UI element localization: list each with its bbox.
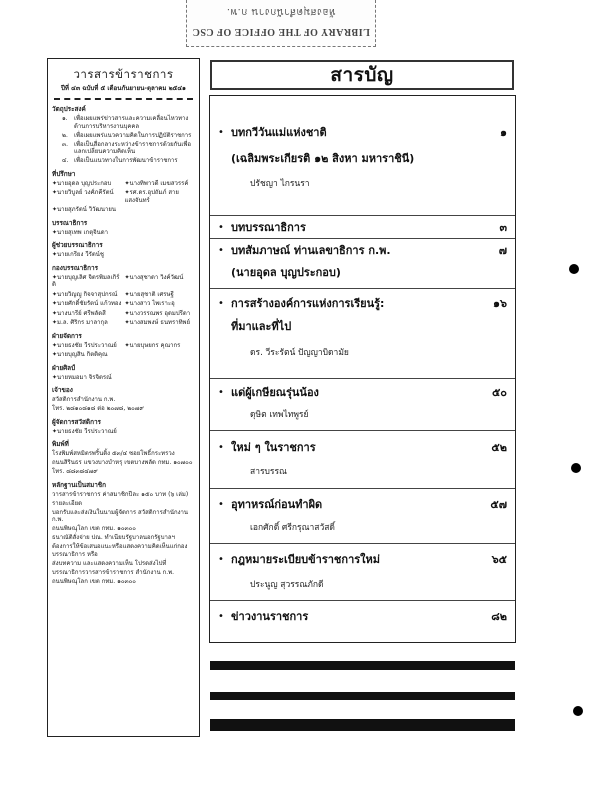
entry-title: แด่ผู้เกษียณรุ่นน้อง — [231, 386, 319, 399]
bullet-icon: • — [218, 387, 224, 398]
decorative-bar — [210, 661, 515, 670]
board-member: ✦ นางนารีย์ ศรีพลัดสี — [52, 310, 123, 318]
art-name: ✦ นายหมอมา จิรจิตรณ์ — [52, 374, 195, 382]
toc-entry[interactable] — [210, 379, 515, 431]
membership-line: ส่งบทความ และแสดงความเห็น โปรดส่งไปที่ — [52, 559, 167, 567]
toc-entry[interactable] — [210, 489, 515, 544]
entry-page: ๓ — [499, 221, 507, 234]
membership-line: วารสารข้าราชการ ค่าสมาชิกปีละ ๑๕๐ บาท (๖ เล่ม) — [52, 490, 189, 498]
entry-page: ๑ — [500, 126, 507, 139]
decorative-bar — [210, 719, 515, 731]
entry-page: ๕๒ — [491, 441, 507, 454]
entry-title: ข่าวงานราชการ — [231, 610, 309, 623]
advisor-name: ✦ นายอุดล บุญประกอบ — [52, 180, 123, 188]
board-member: ✦ นายบุญเลิศ จิตรพิมลเกิร์ติ — [52, 274, 123, 289]
membership-line: รายละเอียด — [52, 499, 83, 507]
membership-line: ถนนพิษณุโลก เขต กทม. ๑๐๓๐๐ — [52, 577, 136, 585]
entry-subtitle: (นายอุดล บุญประกอบ) — [231, 266, 341, 279]
entry-title: การสร้างองค์การแห่งการเรียนรู้: — [231, 297, 385, 310]
board-member: ✦ นายสุชาติ เศรษฐี — [125, 291, 196, 299]
issue-info: ปีที่ ๔๓ ฉบับที่ ๕ เดือนกันยายน-ตุลาคม ๒๕๔๑ — [61, 85, 186, 93]
objective-item: ๓. เพื่อเป็นสื่อกลางระหว่างข้าราชการด้วยกันเพื่อแลกเปลี่ยนความคิดเห็น — [62, 140, 191, 156]
bullet-icon: • — [218, 298, 224, 309]
board-member: ✦ นายวิญญู กิจจาสุปกรณ์ — [52, 291, 123, 299]
editorial-board-heading: กองบรรณาธิการ — [52, 263, 99, 272]
journal-title: วารสารข้าราชการ — [73, 67, 174, 81]
entry-title: อุทาหรณ์ก่อนทำผิด — [231, 498, 323, 511]
entry-subtitle: ที่มาและที่ไป — [231, 320, 292, 333]
punch-hole-icon — [573, 706, 583, 716]
board-member: ✦ นางสาว ไพเราะอุ — [125, 300, 196, 308]
stamp-line-english: LIBRARY OF THE OFFICE OF CSC — [192, 26, 370, 37]
objective-item: ๔. เพื่อเป็นแนวทางในการพัฒนาข้าราชการ — [62, 157, 178, 165]
board-member: ✦ นางวรรณพร อุดมปรีดา — [125, 310, 196, 318]
entry-author: ดร. วีระรัตน์ ปัญญาบิดามัย — [250, 348, 349, 358]
bullet-icon: • — [218, 554, 224, 565]
entry-page: ๕๐ — [491, 386, 507, 399]
board-member: ✦ นางสมพงษ์ ธนทราทิพย์ — [125, 319, 196, 327]
masthead-sidebar — [47, 58, 200, 737]
toc-entry[interactable] — [210, 289, 515, 379]
library-stamp — [186, 0, 376, 47]
art-section — [48, 364, 199, 382]
entry-title: บทกวีวันแม่แห่งชาติ — [231, 126, 327, 139]
entry-author: ประนูญ สุวรรณภักดี — [250, 580, 324, 590]
advisor-name: ✦ นางทิพาวดี เมฆสวรรค์ — [125, 180, 196, 188]
objectives-heading: วัตถุประสงค์ — [52, 105, 86, 114]
printer-line: โรงพิมพ์สหมิตรพริ้นติ้ง ๕๓/๔ ซอยโพธิ์กระทรวง — [52, 450, 175, 458]
management-name: ✦ นายบุษยกร คุณากร — [125, 342, 196, 350]
board-member: ✦ นายศักดิ์ชัยรัตน์ แก้วทอง — [52, 300, 123, 308]
board-member: ✦ ม.ล. ศิริกร มาลากุล — [52, 319, 123, 327]
advisor-name: ✦ รศ.ดร.อุปถัมภ์ สายแสงจันทร์ — [125, 189, 196, 204]
owner-heading: เจ้าของ — [52, 386, 73, 395]
advisor-name: ✦ นายวิบูลย์ วงศ์ภคีรัตน์ — [52, 189, 123, 204]
advisor-name: ✦ นายสุภรัตน์ วิวัฒนายน — [52, 206, 123, 214]
bullet-icon: • — [218, 499, 224, 510]
punch-hole-icon — [571, 463, 581, 473]
objective-item: ๑. เพื่อเผยแพร่ข่าวสารและความเคลื่อนไหวทางด้านการบริหารงานบุคคล — [62, 115, 189, 130]
printer-heading: พิมพ์ที่ — [52, 440, 69, 449]
advisors-section — [48, 170, 199, 214]
welfare-manager-heading: ผู้จัดการสวัสดิการ — [52, 417, 101, 426]
owner-line: สวัสดิการสำนักงาน ก.พ. — [52, 396, 116, 404]
management-name: ✦ นายธงชัย วีรประวาณย์ — [52, 342, 123, 350]
editorial-board-section — [48, 264, 199, 327]
membership-line: ถนนพิษณุโลก เขต กทม. ๑๐๓๐๐ — [52, 525, 136, 533]
management-name: ✦ นายบุญสิน กิตติคุณ — [52, 351, 123, 359]
entry-page: ๘๒ — [491, 610, 507, 623]
entry-author: ปรัชญา ไกรนรา — [250, 179, 310, 189]
printer-section — [48, 440, 199, 476]
membership-line: ต้องการให้ข้อเสนอแนะหรือแสดงความคิดเห็นแก่กองบรรณาธิการ หรือ — [52, 543, 188, 558]
entry-page: ๗ — [498, 244, 507, 257]
printer-line: โทร. ๘๘๓๘๔๗๙ — [52, 468, 98, 476]
toc-entry[interactable] — [210, 544, 515, 601]
membership-line: บอกรับและส่งเงินในนามผู้จัดการ สวัสดิการสำนักงาน ก.พ. — [52, 508, 189, 524]
membership-section — [48, 481, 199, 586]
toc-entry[interactable] — [210, 601, 515, 643]
entry-page: ๖๕ — [491, 553, 507, 566]
owner-line: โทร. ๒๘๑๐๘๑๘ ต่อ ๒๐๗๘, ๒๐๗๙ — [52, 405, 144, 413]
advisors-heading: ที่ปรึกษา — [52, 169, 76, 178]
toc-entry[interactable] — [210, 431, 515, 489]
bullet-icon: • — [218, 611, 224, 622]
entry-author: เอกศักดิ์ ศรีกรุณาสวัสดิ์ — [250, 523, 335, 533]
membership-heading: หลักฐานเป็นสมาชิก — [52, 480, 106, 489]
toc-entry[interactable] — [210, 96, 515, 216]
editor-name: ✦ นายสุเทพ เกตุจินดา — [52, 229, 195, 237]
entry-title: ใหม่ ๆ ในราชการ — [231, 441, 316, 454]
entry-author: สารบรรณ — [250, 467, 287, 477]
decorative-bar — [210, 692, 515, 700]
toc-entry[interactable] — [210, 216, 515, 239]
entry-title: บทบรรณาธิการ — [231, 221, 306, 234]
table-of-contents — [209, 95, 516, 643]
welfare-manager-section — [48, 418, 199, 436]
assistant-editor-name: ✦ นายเกรียง วีรัตน์ชู — [52, 251, 195, 259]
assistant-editor-heading: ผู้ช่วยบรรณาธิการ — [52, 241, 103, 250]
entry-page: ๑๖ — [493, 297, 507, 310]
bullet-icon: • — [218, 442, 224, 453]
printer-line: ถนนสิรินธร แขวงบางบำหรุ เขตบางพลัด กทม. ๑๐๗๐๐ — [52, 459, 193, 467]
entry-subtitle: (เฉลิมพระเกียรติ ๑๒ สิงหา มหาราชินี) — [231, 152, 415, 165]
board-member: ✦ นางสุชาดา วิงค์วัฒน์ — [125, 274, 196, 289]
membership-line: บรรณาธิการวารสารข้าราชการ สำนักงาน ก.พ. — [52, 568, 175, 576]
entry-page: ๕๗ — [490, 498, 507, 511]
objective-item: ๒. เพื่อเผยแพร่แนวความคิดในการปฏิบัติราชการ — [62, 131, 192, 139]
bullet-icon: • — [218, 245, 224, 256]
stamp-line-thai: ห้องสมุดสำนักงาน ก.พ. — [226, 6, 336, 17]
membership-line: ธนาณัติสั่งจ่าย ปณ. ทำเนียบรัฐบาลนอกรัฐบาลฯ — [52, 534, 175, 542]
objectives-section — [48, 105, 199, 165]
assistant-editor-section — [48, 241, 199, 259]
art-heading: ฝ่ายศิลป์ — [52, 363, 76, 372]
punch-hole-icon — [569, 264, 579, 274]
dashed-divider — [54, 98, 193, 100]
toc-entry[interactable] — [210, 239, 515, 289]
bullet-icon: • — [218, 222, 224, 233]
welfare-manager-name: ✦ นายธงชัย วีรประวาณย์ — [52, 428, 195, 436]
entry-author: ดุษิต เทพไทพูรย์ — [250, 410, 309, 420]
editor-section — [48, 219, 199, 237]
entry-title: บทสัมภาษณ์ ท่านเลขาธิการ ก.พ. — [231, 244, 391, 257]
entry-title: กฎหมายระเบียบข้าราชการใหม่ — [231, 553, 381, 566]
toc-title: สารบัญ — [210, 60, 514, 90]
bullet-icon: • — [218, 127, 224, 138]
editor-heading: บรรณาธิการ — [52, 218, 88, 227]
management-section — [48, 332, 199, 359]
management-heading: ฝ่ายจัดการ — [52, 331, 82, 340]
owner-section — [48, 386, 199, 413]
